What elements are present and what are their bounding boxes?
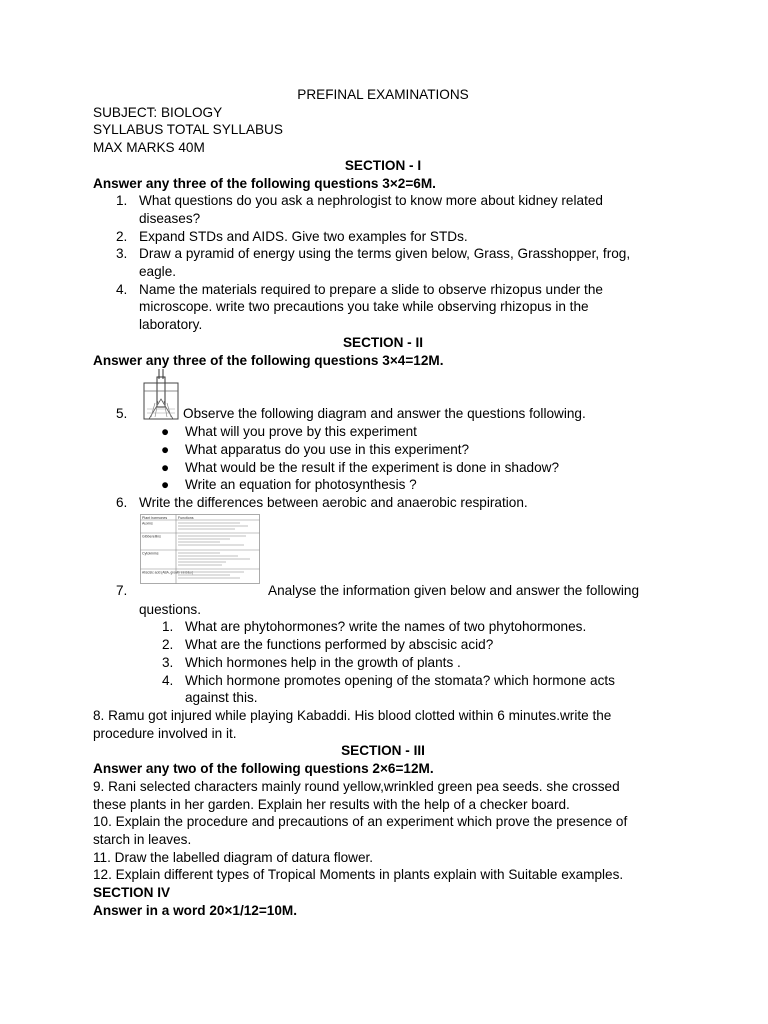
section-3-instruction: Answer any two of the following questions 2×6=12M.: [93, 761, 434, 777]
bullet-item: [93, 441, 673, 459]
question-text: Analyse the information given below and answer the following: [268, 582, 640, 598]
question-1: [93, 192, 673, 227]
question-text: laboratory.: [139, 317, 203, 333]
max-marks-line: MAX MARKS 40M: [93, 140, 205, 156]
question-text: Expand STDs and AIDS. Give two examples for STDs.: [139, 228, 468, 244]
bullet-item: [93, 459, 673, 477]
table-row-label: Cytokinins: [142, 551, 159, 556]
question-12: 12. Explain different types of Tropical Moments in plants explain with Suitable examples.: [93, 867, 624, 883]
bullet-item: [93, 423, 673, 441]
question-number: 5.: [116, 406, 128, 422]
question-10-line-1: 10. Explain the procedure and precautions of an experiment which prove the presence of: [93, 814, 628, 830]
question-2: [93, 228, 673, 246]
bullet-icon: ●: [161, 424, 170, 440]
question-9-line-2: these plants in her garden. Explain her results with the help of a checker board.: [93, 796, 570, 812]
question-text: Observe the following diagram and answer the questions following.: [183, 406, 586, 422]
hormone-table-figure: [140, 514, 260, 584]
bullet-item: [93, 476, 673, 494]
bullet-icon: ●: [161, 441, 170, 457]
question-number: 6.: [116, 495, 128, 511]
bullet-icon: ●: [161, 459, 170, 475]
exam-title: PREFINAL EXAMINATIONS: [297, 87, 469, 102]
question-4: [93, 281, 673, 334]
question-number: 7.: [116, 582, 128, 598]
section-4-instruction: Answer in a word 20×1/12=10M.: [93, 902, 297, 918]
sub-question-number: 3.: [162, 654, 174, 670]
question-7-continuation: [93, 601, 673, 619]
bullet-text: What will you prove by this experiment: [185, 424, 417, 440]
section-2-heading: SECTION - II: [342, 334, 424, 350]
section-2-instruction: Answer any three of the following questions 3×4=12M.: [93, 352, 444, 368]
sub-question-number: 2.: [162, 637, 174, 653]
sub-question: [93, 654, 673, 672]
sub-question-text: against this.: [185, 690, 258, 706]
table-row-label: Gibberellins: [142, 534, 161, 539]
sub-question-text: Which hormones help in the growth of plants .: [185, 654, 461, 670]
question-text: Write the differences between aerobic and anaerobic respiration.: [139, 495, 528, 511]
question-10-line-2: starch in leaves.: [93, 831, 192, 847]
question-3: [93, 245, 673, 280]
question-text: questions.: [139, 601, 201, 617]
syllabus-line: SYLLABUS TOTAL SYLLABUS: [93, 122, 283, 138]
sub-question-text: What are phytohormones? write the names of two phytohormones.: [185, 619, 587, 635]
question-9-line-1: 9. Rani selected characters mainly round yellow,wrinkled green pea seeds. she crossed: [93, 778, 620, 794]
section-3-heading: SECTION - III: [341, 743, 425, 759]
subject-line: SUBJECT: BIOLOGY: [93, 104, 223, 120]
sub-question-number: 1.: [162, 619, 174, 635]
question-text: Draw a pyramid of energy using the terms given below, Grass, Grasshopper, frog,: [139, 246, 631, 262]
bullet-text: What would be the result if the experiment is done in shadow?: [185, 459, 560, 475]
bullet-text: What apparatus do you use in this experiment?: [185, 441, 470, 457]
question-number: 1.: [116, 193, 128, 209]
question-11: 11. Draw the labelled diagram of datura flower.: [93, 849, 374, 865]
table-row-label: Abscisic acid (ABA, growth inhibitor): [142, 570, 194, 575]
question-text: diseases?: [139, 210, 201, 226]
sub-question: [93, 672, 673, 707]
question-text: microscope. write two precautions you take while observing rhizopus in the: [139, 299, 589, 315]
question-text: eagle.: [139, 264, 177, 280]
question-number: 4.: [116, 281, 128, 297]
table-header-cell: Plant hormones: [142, 515, 168, 520]
sub-question-text: Which hormone promotes opening of the stomata? which hormone acts: [185, 672, 615, 688]
sub-question-number: 4.: [162, 672, 174, 688]
bullet-text: Write an equation for photosynthesis ?: [185, 477, 417, 493]
question-5: [93, 369, 673, 423]
question-8-line-2: procedure involved in it.: [93, 725, 237, 741]
question-6: [93, 494, 673, 512]
question-text: Name the materials required to prepare a slide to observe rhizopus under the: [139, 281, 603, 297]
sub-question: [93, 618, 673, 636]
section-4-heading: SECTION IV: [93, 885, 171, 901]
section-1-instruction: Answer any three of the following questions 3×2=6M.: [93, 175, 436, 191]
question-number: 2.: [116, 228, 128, 244]
table-header-cell: Functions: [178, 515, 194, 520]
question-number: 3.: [116, 246, 128, 262]
bullet-icon: ●: [161, 477, 170, 493]
exam-page: [93, 86, 673, 919]
table-row-label: Auxins: [142, 521, 153, 526]
section-1-heading: SECTION - I: [344, 157, 422, 173]
photosynthesis-apparatus-figure: [141, 369, 181, 421]
question-8-line-1: 8. Ramu got injured while playing Kabaddi. His blood clotted within 6 minutes.write the: [93, 707, 612, 723]
sub-question-text: What are the functions performed by abscisic acid?: [185, 637, 494, 653]
sub-question: [93, 636, 673, 654]
question-7: [93, 512, 673, 601]
question-text: What questions do you ask a nephrologist to know more about kidney related: [139, 193, 603, 209]
